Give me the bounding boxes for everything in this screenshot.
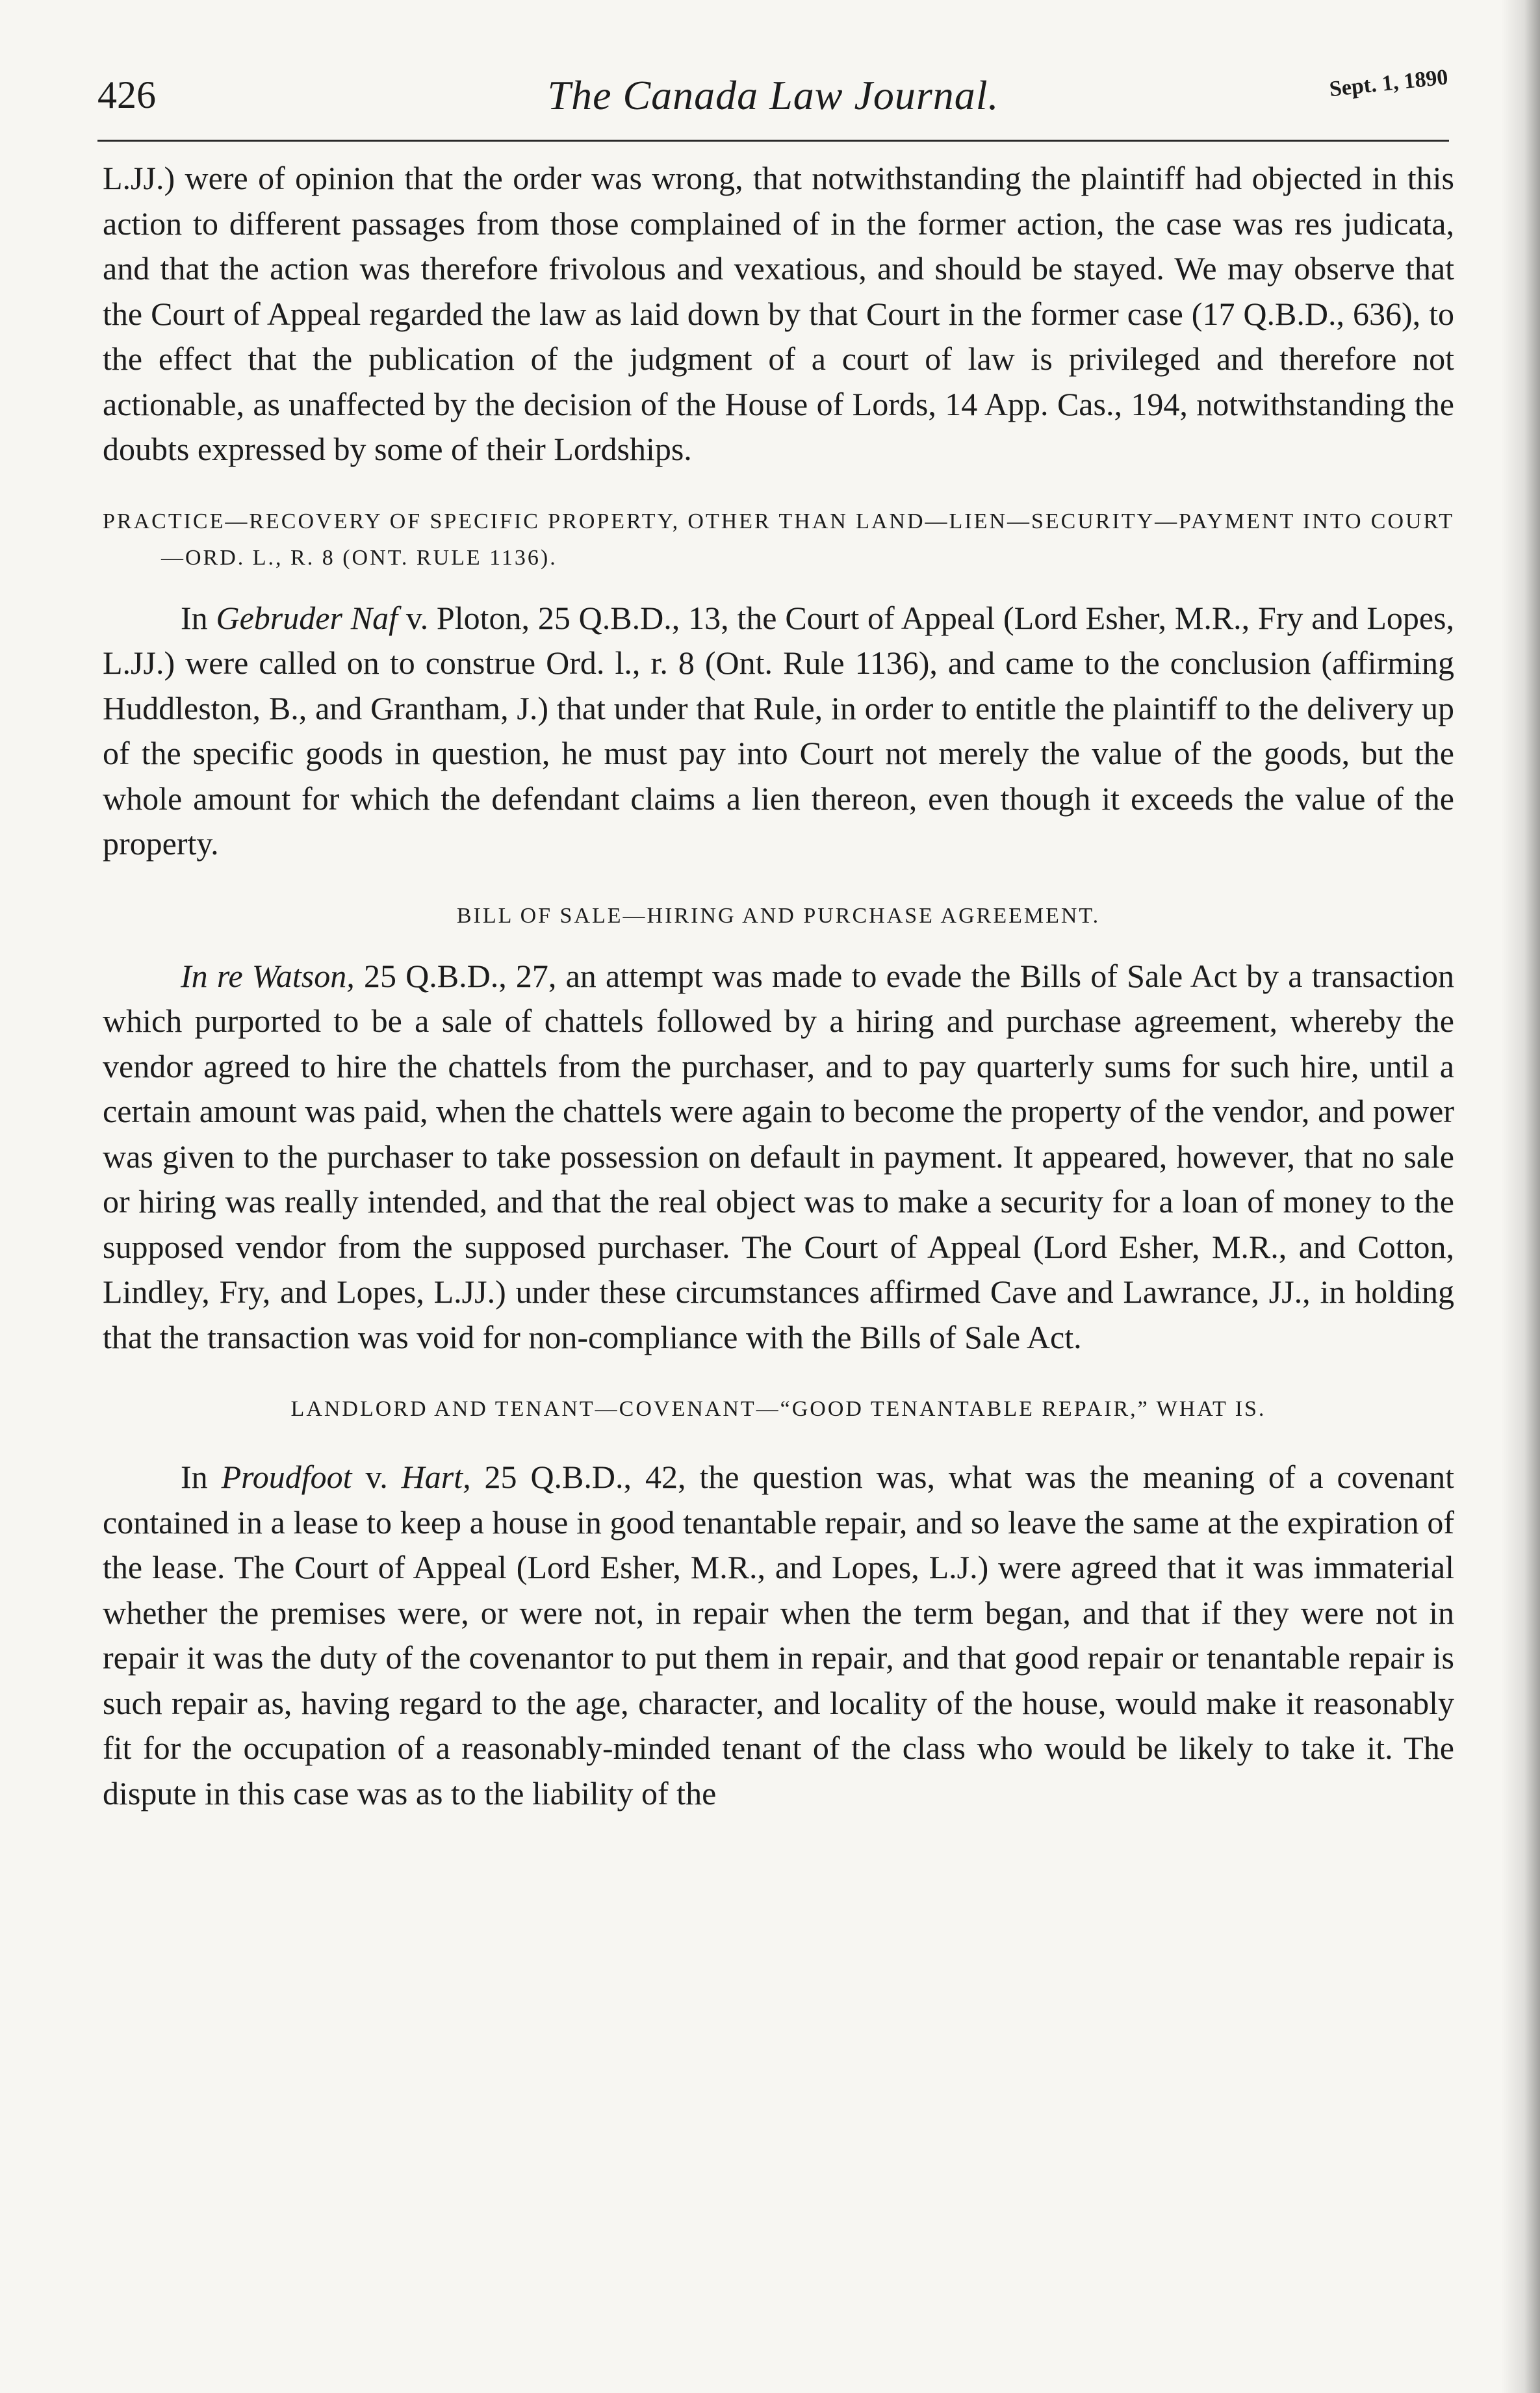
section-heading-practice: PRACTICE—RECOVERY OF SPECIFIC PROPERTY, OTHER THAN LAND—LIEN—SECURITY—PAYMENT INTO COURT—ORD. L., R. 8 (ONT. RULE 1136).	[103, 509, 1454, 570]
header-rule	[97, 140, 1449, 142]
continuation-paragraph: L.JJ.) were of opinion that the order was wrong, that notwithstanding the plaintiff had objected in this action to different passages from those complained of in the former action, the case was res judicata, and that the action was therefore frivolous and vexatious, and should be stayed. We may observe that the Court of Appeal regarded the law as laid down by that Court in the former case (17 Q.B.D., 636), to the effect that the publication of the judgment of a court of law is privileged and therefore not actionable, as unaffected by the decision of the House of Lords, 14 App. Cas., 194, notwithstanding the doubts expressed by some of their Lordships.	[103, 160, 1454, 467]
article-body	[103, 156, 1454, 1816]
case-text: 25 Q.B.D., 42, the question was, what was the meaning of a covenant contained in a lease to keep a house in good tenantable repair, and so leave the same at the expiration of the lease. The Court of Appeal (Lord Esher, M.R., and Lopes, L.J.) were agreed that it was immaterial whether the premises were, or were not, in repair when the term began, and that if they were not in repair it was the duty of the covenantor to put them in repair, and that good repair or tenantable repair is such repair as, having regard to the age, character, and locality of the house, would make it reasonably fit for the occupation of a reasonably-minded tenant of the class who would be likely to take it. The dispute in this case was as to the liability of the	[103, 1459, 1454, 1811]
case-name: In re Watson,	[181, 957, 355, 994]
section-paragraph-bill-of-sale	[103, 954, 1454, 1361]
page-edge-shadow	[1501, 0, 1540, 2393]
section-paragraph-landlord-tenant	[103, 1455, 1454, 1816]
case-name: Gebruder Naf	[216, 599, 398, 636]
section-heading-landlord-tenant: LANDLORD AND TENANT—COVENANT—“GOOD TENANTABLE REPAIR,” WHAT IS.	[290, 1397, 1266, 1421]
case-name: Proudfoot	[221, 1459, 352, 1495]
section-paragraph-practice	[103, 596, 1454, 867]
journal-title: The Canada Law Journal.	[547, 72, 999, 118]
case-name-2: Hart,	[401, 1459, 471, 1495]
connective-in: In	[181, 599, 216, 636]
case-text: 25 Q.B.D., 27, an attempt was made to evade the Bills of Sale Act by a transaction which purported to be a sale of chattels followed by a hiring and purchase agreement, whereby the vendor agreed to hire the chattels from the purchaser, and to pay quarterly sums for such hire, until a certain amount was paid, when the chattels were again to become the property of the vendor, and power was given to the purchaser to take possession on default in payment. It appeared, however, that no sale or hiring was really intended, and that the real object was to make a security for a loan of money to the supposed vendor from the supposed purchaser. The Court of Appeal (Lord Esher, M.R., and Cotton, Lindley, Fry, and Lopes, L.JJ.) under these circumstances affirmed Cave and Lawrance, JJ., in holding that the transaction was void for non-compliance with the Bills of Sale Act.	[103, 957, 1454, 1355]
connective-in: In	[181, 1459, 222, 1495]
section-heading-bill-of-sale: BILL OF SALE—HIRING AND PURCHASE AGREEMENT.	[456, 903, 1101, 928]
issue-date: Sept. 1, 1890	[1328, 65, 1449, 102]
page-header	[97, 65, 1449, 136]
case-text: v. Ploton, 25 Q.B.D., 13, the Court of Appeal (Lord Esher, M.R., Fry and Lopes, L.JJ.) were called on to construe Ord. l., r. 8 (Ont. Rule 1136), and came to the conclusion (affirming Huddleston, B., and Grantham, J.) that under that Rule, in order to entitle the plaintiff to the delivery up of the specific goods in question, he must pay into Court not merely the value of the goods, but the whole amount for which the defendant claims a lien thereon, even though it exceeds the value of the property.	[103, 599, 1455, 862]
page-number: 426	[97, 73, 156, 116]
connective-versus: v.	[352, 1459, 402, 1495]
